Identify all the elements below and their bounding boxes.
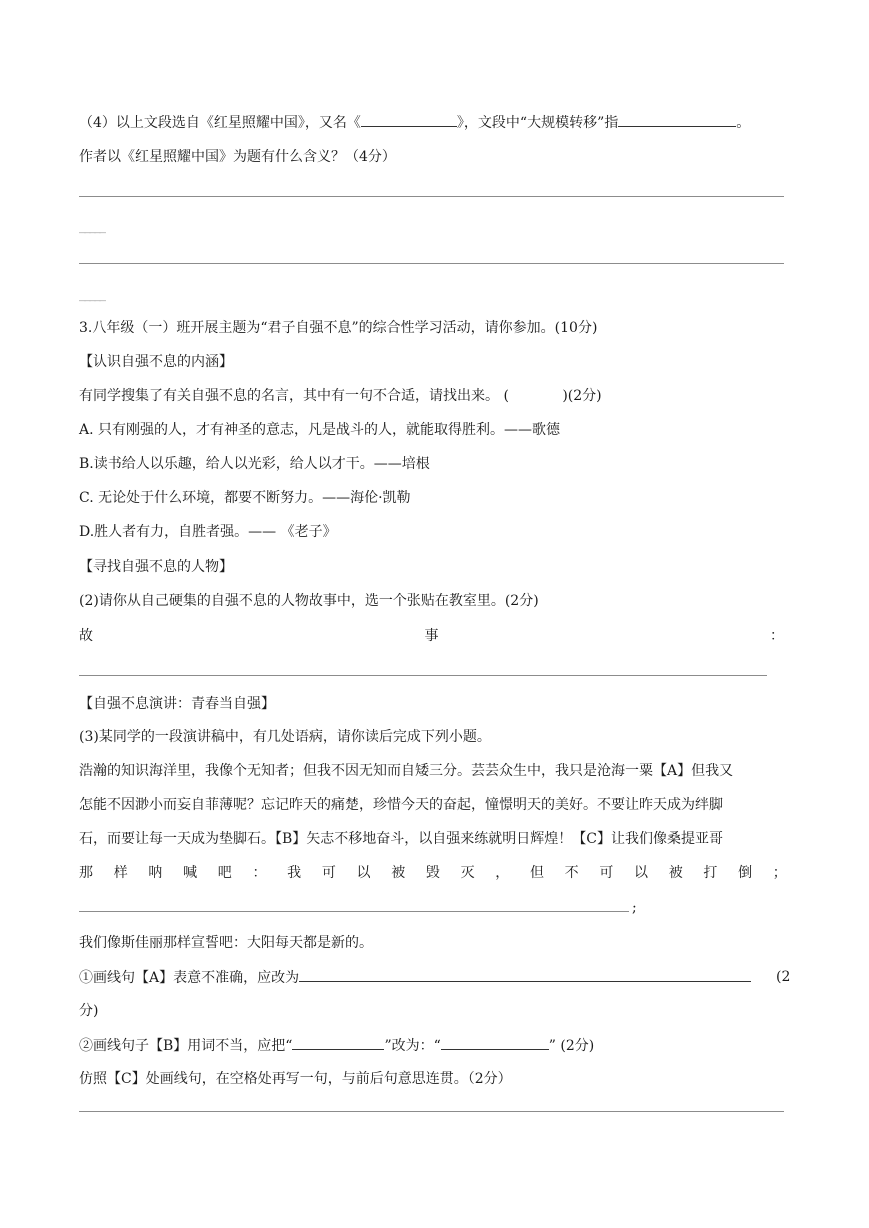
question-3: (3)某同学的一段演讲稿中，有几处语病，请你读后完成下列小题。: [79, 729, 491, 745]
passage-spaced-char: 吧: [217, 865, 232, 881]
passage-line-2: 怎能不因渺小而妄自菲薄呢？忘记昨天的痛楚，珍惜今天的奋起，憧憬明天的美好。不要让昨天成为绊脚: [79, 797, 723, 813]
passage-spaced-char: 毁: [425, 865, 440, 881]
passage-spaced-char: ，: [495, 865, 510, 881]
question-2: (2)请你从自己硬集的自强不息的人物故事中，选一个张贴在教室里。(2分): [79, 593, 539, 609]
passage-spaced-char: 被: [391, 865, 406, 881]
story-char-2: 事: [424, 628, 439, 644]
sub1-score: (2: [776, 969, 791, 985]
passage-spaced-char: 我: [287, 865, 302, 881]
option-d: D.胜人者有力，自胜者强。—— 《老子》: [79, 524, 337, 540]
section-heading-1: 【认识自强不息的内涵】: [79, 354, 233, 370]
story-char-3: ：: [770, 628, 784, 644]
passage-spaced-char: 打: [703, 865, 718, 881]
passage-blank-semicolon: ;: [632, 900, 637, 916]
answer-line-2[interactable]: [79, 263, 784, 264]
passage-line-1: 浩瀚的知识海洋里，我像个无知者；但我不因无知而自矮三分。芸芸众生中，我只是沧海一粟【A】但我又: [79, 763, 734, 779]
sub1-text: ①画线句【A】表意不准确，应改为: [79, 970, 300, 986]
passage-spaced-char: 以: [356, 865, 371, 881]
passage-spaced-char: 可: [599, 865, 614, 881]
option-b: B.读书给人以乐趣，给人以光彩，给人以才干。——培根: [79, 456, 430, 472]
q4-line1-text-c: 。: [736, 115, 751, 131]
passage-spaced-char: ；: [772, 865, 787, 881]
sub2-text-c: ” (2分): [548, 1038, 595, 1054]
section-heading-3: 【自强不息演讲：青春当自强】: [79, 696, 275, 712]
q4-line1: [79, 112, 750, 133]
passage-spaced-char: ：: [252, 865, 267, 881]
sub2-text-a: ②画线句子【B】用词不当，应把“: [79, 1038, 293, 1054]
q4-line1-text-b: 》，文段中“大规模转移”指: [456, 115, 619, 131]
passage-spaced-char: 呐: [148, 865, 163, 881]
story-char-1: 故: [79, 628, 93, 644]
passage-spaced-char: 但: [529, 865, 544, 881]
passage-blank-line[interactable]: [79, 911, 629, 912]
q3-title: 3.八年级（一）班开展主题为“君子自强不息”的综合性学习活动，请你参加。(10分): [79, 320, 598, 336]
passage-line-last: 我们像斯佳丽那样宣誓吧：大阳每天都是新的。: [79, 935, 373, 951]
question-1: 有同学搜集了有关自强不息的名言，其中有一句不合适，请找出来。 ( )(2分): [79, 388, 602, 404]
sub1-score-cont: 分): [79, 1003, 99, 1019]
passage-spaced-char: 以: [634, 865, 648, 881]
q4-blank-alt-title[interactable]: [361, 112, 457, 127]
sub2-blank-to[interactable]: [441, 1035, 549, 1050]
answer-line-1[interactable]: [79, 196, 784, 197]
answer-stub-2: _____: [79, 286, 104, 302]
sub-question-2: [79, 1035, 594, 1056]
q4-blank-transfer[interactable]: [618, 112, 736, 127]
passage-spaced-char: 倒: [738, 865, 753, 881]
passage-spaced-char: 喊: [183, 865, 198, 881]
passage-spaced-char: 不: [564, 865, 579, 881]
passage-spaced-char: 灭: [460, 865, 475, 881]
sub-question-3: 仿照【C】处画线句，在空格处再写一句，与前后句意思连贯。（2分）: [79, 1071, 512, 1087]
passage-spaced-char: 被: [668, 865, 683, 881]
passage-spaced-char: 样: [113, 865, 128, 881]
sub-question-1: [79, 967, 751, 988]
sub3-answer-line[interactable]: [79, 1111, 784, 1112]
story-label: [79, 626, 784, 646]
passage-line-4: [79, 863, 787, 883]
sub1-answer-blank[interactable]: [299, 967, 751, 982]
answer-stub-1: _____: [79, 218, 104, 234]
sub2-blank-from[interactable]: [292, 1035, 384, 1050]
option-a: A. 只有刚强的人，才有神圣的意志，凡是战斗的人，就能取得胜利。——歌德: [79, 422, 561, 438]
passage-spaced-char: 可: [321, 865, 336, 881]
story-answer-line[interactable]: [79, 675, 767, 676]
section-heading-2: 【寻找自强不息的人物】: [79, 559, 233, 575]
option-c: C. 无论处于什么环境，都要不断努力。——海伦·凯勒: [79, 490, 411, 506]
passage-spaced-char: 那: [79, 865, 93, 881]
sub2-text-b: ”改为：“: [384, 1038, 441, 1054]
passage-line-3: 石，而要让每一天成为垫脚石。【B】矢志不移地奋斗，以自强来练就明日辉煌！【C】让我们像桑提亚哥: [79, 831, 723, 847]
q4-line1-text-a: （4）以上文段选自《红星照耀中国》，又名《: [79, 115, 361, 131]
q4-line2: 作者以《红星照耀中国》为题有什么含义？（4分）: [79, 149, 396, 165]
